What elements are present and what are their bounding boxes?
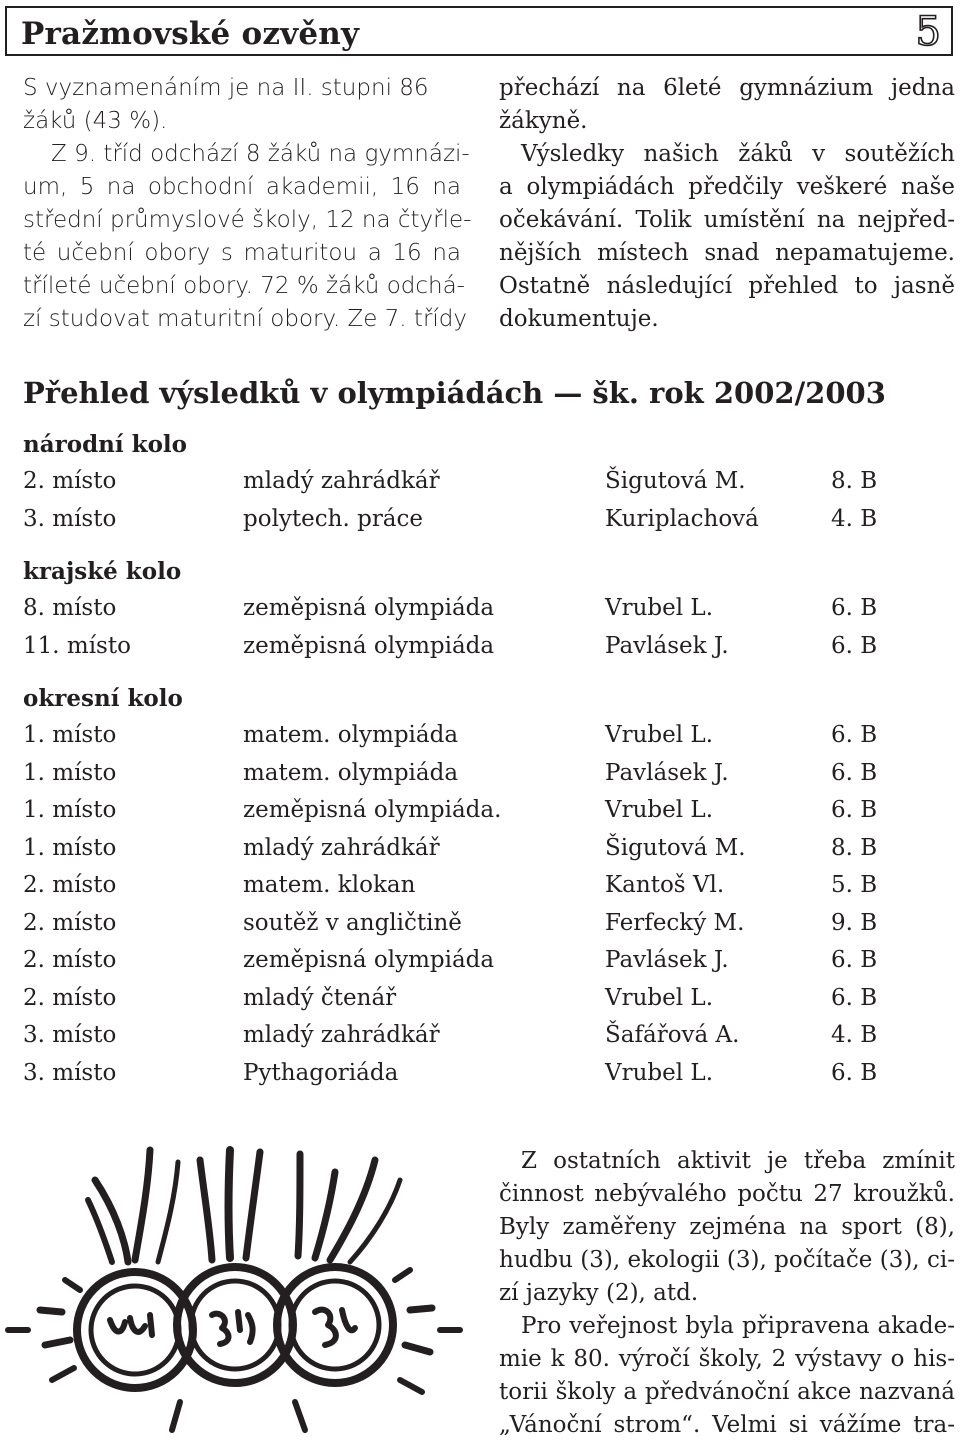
text-line: Pro veřejnost byla připravena akade- [521, 1313, 955, 1339]
page-header [5, 6, 953, 56]
text-line: Ostatně následující přehled to jasně [499, 273, 955, 299]
outro-paragraph [499, 1145, 955, 1442]
class-cell: 4. B [831, 1022, 878, 1048]
name-cell: Šafářová A. [605, 1022, 740, 1048]
class-cell: 6. B [831, 595, 878, 621]
class-cell: 8. B [831, 468, 878, 494]
text-line: um, 5 na obchodní akademii, 16 na [23, 174, 461, 200]
competition-cell: polytech. práce [243, 505, 424, 532]
class-cell: 4. B [831, 505, 878, 532]
results-table [23, 427, 923, 1092]
text-line: očekávání. Tolik umístění na nejpřed- [499, 207, 955, 233]
place-cell: 8. místo [23, 595, 117, 621]
table-row [23, 830, 923, 868]
name-cell: Pavlásek J. [605, 947, 729, 973]
text-line: tříleté učební obory. 72 % žáků odchá- [23, 273, 465, 299]
medals-drawing-icon [0, 1130, 500, 1440]
newsletter-title: Pražmovské ozvěny [21, 16, 360, 52]
table-row [23, 501, 923, 539]
place-cell: 2. místo [23, 947, 117, 973]
text-line: dokumentuje. [499, 306, 659, 332]
class-cell: 6. B [831, 984, 878, 1011]
text-line: Z 9. tříd odchází 8 žáků na gymnázi- [51, 141, 470, 167]
place-cell: 2. místo [23, 984, 117, 1011]
name-cell: Vrubel L. [605, 595, 714, 621]
competition-cell: soutěž v angličtině [243, 909, 462, 936]
text-line: „Vánoční strom“. Velmi si vážíme tra- [499, 1412, 955, 1438]
text-line: torii školy a předvánoční akce nazvaná [499, 1379, 955, 1405]
text-line: přechází na 6leté gymnázium jedna [499, 75, 955, 101]
name-cell: Kuriplachová [605, 505, 759, 532]
name-cell: Ferfecký M. [605, 909, 745, 936]
competition-cell: matem. olympiáda [243, 759, 459, 786]
text-line: nějších místech snad nepamatujeme. [499, 240, 955, 266]
table-row [23, 463, 923, 501]
place-cell: 2. místo [23, 872, 117, 898]
text-line: Byly zaměřeny zejména na sport (8), [499, 1214, 955, 1240]
class-cell: 8. B [831, 834, 878, 861]
competition-cell: zeměpisná olympiáda [243, 595, 495, 621]
text-line: a olympiádách předčily veškeré naše [499, 174, 955, 200]
level-heading-district: okresní kolo [23, 685, 183, 712]
place-cell: 3. místo [23, 1059, 117, 1086]
competition-cell: zeměpisná olympiáda [243, 947, 495, 973]
name-cell: Kantoš Vl. [605, 872, 725, 898]
competition-cell: matem. olympiáda [243, 722, 459, 748]
class-cell: 6. B [831, 797, 878, 823]
text-line: činnost nebývalého počtu 27 kroužků. [499, 1181, 955, 1207]
class-cell: 6. B [831, 722, 878, 748]
competition-cell: zeměpisná olympiáda. [243, 797, 502, 823]
text-line: Výsledky našich žáků v soutěžích [521, 141, 955, 167]
text-line: S vyznamenáním je na II. stupni 86 [23, 75, 429, 101]
class-cell: 6. B [831, 947, 878, 973]
class-cell: 6. B [831, 632, 878, 659]
section-title: Přehled výsledků v olympiádách — šk. rok 2002/2003 [23, 376, 886, 410]
table-row [23, 942, 923, 980]
place-cell: 2. místo [23, 468, 117, 494]
table-row [23, 628, 923, 666]
place-cell: 1. místo [23, 797, 117, 823]
text-line: té učební obory s maturitou a 16 na [23, 240, 461, 266]
text-line: Z ostatních aktivit je třeba zmínit [521, 1148, 955, 1174]
text-line: mie k 80. výročí školy, 2 výstavy o his- [499, 1346, 955, 1372]
place-cell: 3. místo [23, 505, 117, 532]
competition-cell: mladý zahrádkář [243, 834, 440, 861]
text-line: žákyně. [499, 108, 588, 134]
place-cell: 1. místo [23, 722, 117, 748]
text-line: hudbu (3), ekologii (3), počítače (3), ci- [499, 1247, 955, 1273]
name-cell: Pavlásek J. [605, 759, 729, 786]
class-cell: 5. B [831, 872, 878, 898]
place-cell: 3. místo [23, 1022, 117, 1048]
place-cell: 1. místo [23, 834, 117, 861]
level-heading-national: národní kolo [23, 431, 187, 458]
name-cell: Šigutová M. [605, 834, 746, 861]
table-row [23, 755, 923, 793]
competition-cell: mladý zahrádkář [243, 468, 440, 494]
level-heading-regional: krajské kolo [23, 558, 182, 585]
class-cell: 6. B [831, 1059, 878, 1086]
place-cell: 1. místo [23, 759, 117, 786]
table-row [23, 980, 923, 1018]
place-cell: 2. místo [23, 909, 117, 936]
text-line: zí studovat maturitní obory. Ze 7. třídy [23, 306, 467, 332]
competition-cell: Pythagoriáda [243, 1059, 399, 1086]
table-row [23, 1017, 923, 1055]
intro-right-paragraph [499, 72, 955, 336]
place-cell: 11. místo [23, 632, 131, 659]
competition-cell: mladý zahrádkář [243, 1022, 440, 1048]
name-cell: Pavlásek J. [605, 632, 729, 659]
name-cell: Vrubel L. [605, 797, 714, 823]
text-line: zí jazyky (2), atd. [499, 1280, 699, 1306]
name-cell: Vrubel L. [605, 1059, 714, 1086]
class-cell: 6. B [831, 759, 878, 786]
intro-left-paragraph [23, 72, 472, 336]
class-cell: 9. B [831, 909, 878, 936]
competition-cell: matem. klokan [243, 872, 416, 898]
competition-cell: zeměpisná olympiáda [243, 632, 495, 659]
text-line: žáků (43 %). [23, 108, 168, 134]
name-cell: Vrubel L. [605, 984, 714, 1011]
table-row [23, 867, 923, 905]
table-row [23, 717, 923, 755]
name-cell: Šigutová M. [605, 468, 746, 494]
competition-cell: mladý čtenář [243, 984, 397, 1011]
name-cell: Vrubel L. [605, 722, 714, 748]
table-row [23, 1055, 923, 1093]
table-row [23, 905, 923, 943]
text-line: střední průmyslové školy, 12 na čtyřle- [23, 207, 472, 233]
table-row [23, 590, 923, 628]
table-row [23, 792, 923, 830]
page-number: 5 [915, 9, 941, 55]
